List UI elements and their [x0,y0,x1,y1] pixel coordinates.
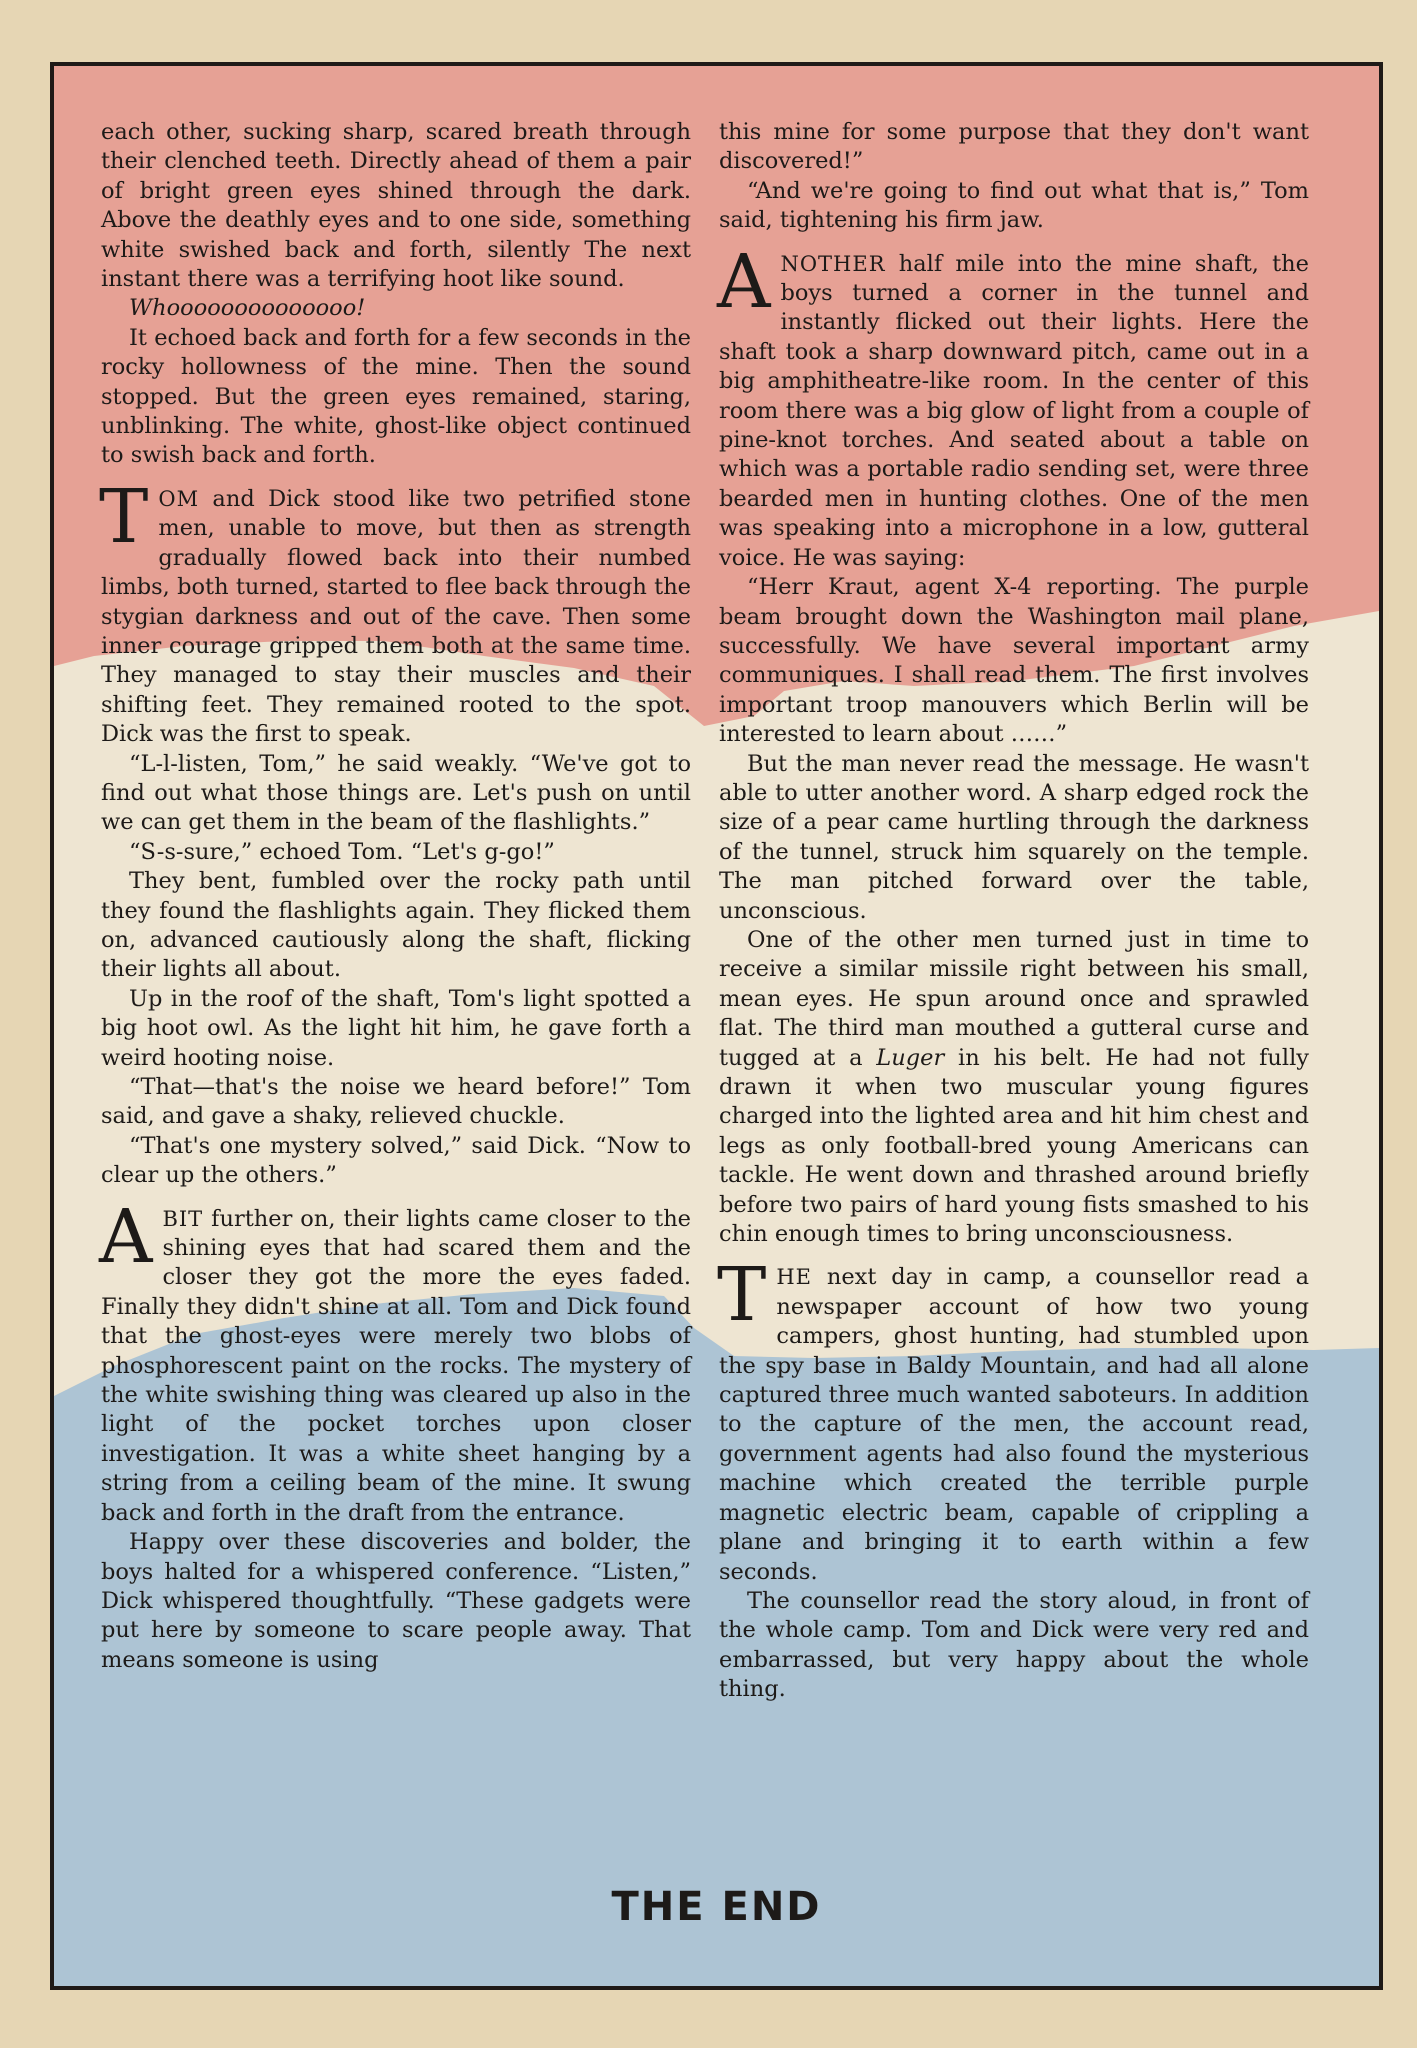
paragraph: They bent, fumbled over the rocky path until they found the flashlights again. They flicked them on, advanced cautiously along the shaft, flicking their lights all about. [101,868,691,983]
the-end-label: THE END [611,1884,822,1930]
paragraph: Happy over these discoveries and bolder, the boys halted for a whispered conference. “Listen,” Dick whispered thoughtfully. “These gadgets were put here by someone to scare people away. That means someone is using [101,1529,691,1673]
paragraph: “That's one mystery solved,” said Dick. “Now to clear up the others.” [101,1132,691,1189]
section-opening-paragraph: ABIT further on, their lights came closer to the shining eyes that had scared them and the closer they got the more the eyes faded. Finally they didn't shine at all. Tom and Dick found that the ghost-eyes were merely two blobs of phosphorescent paint on the rocks. The mystery of the white swishing thing was cleared up also in the light of the pocket torches upon closer investigation. It was a white sheet hanging by a string from a ceiling beam of the mine. It swung back and forth in the draft from the entrance. [99,1193,691,1526]
left-column [101,118,691,1675]
drop-cap: A [99,1193,153,1280]
section-opening-paragraph: THE next day in camp, a counsellor read a newspaper account of how two young campers, ghost hunting, had stumbled upon the spy base in Baldy Mountain, and had all alone captured three much wanted saboteurs. In addition to the capture of the men, the account read, government agents had also found the mysterious machine which created the terrible purple magnetic electric beam, capable of crippling a plane and bringing it to earth within a few seconds. [717,1252,1309,1585]
paragraph: “L-l-listen, Tom,” he said weakly. “We've got to find out what those things are. Let's push on until we can get them in the beam of the flashlights.” [101,750,691,836]
luger-word: Luger [876,1044,945,1071]
section-opening-paragraph: TOM and Dick stood like two petrified stone men, unable to move, but then as strength gradually flowed back into their numbed limbs, both turned, started to flee back through the stygian darkness and out of the cave. Then some inner courage gripped them both at the same time. They managed to stay their muscles and their shifting feet. They remained rooted to the spot. Dick was the first to speak. [99,473,691,748]
paragraph: each other, sucking sharp, scared breath through their clenched teeth. Directly ahead of them a pair of bright green eyes shined through the dark. Above the deathly eyes and to one side, something white swished back and forth, silently The next instant there was a terrifying hoot like sound. [101,119,691,293]
drop-cap: T [99,473,149,560]
paragraph: “Herr Kraut, agent X-4 reporting. The purple beam brought down the Washington mail plane, successfully. We have several important army communiques. I shall read them. The first involves important troop manouvers which Berlin will be interested to learn about ……” [719,574,1309,748]
paragraph: One of the other men turned just in time to receive a similar missile right between his small, mean eyes. He spun around once and sprawled flat. The third man mouthed a gutteral curse and tugged at a Luger in his belt. He had not fully drawn it when two muscular young figures charged into the lighted area and hit him chest and legs as only football-bred young Americans can tackle. He went down and thrashed around briefly before two pairs of hard young fists smashed to his chin enough times to bring unconsciousness. [719,926,1309,1248]
drop-cap: T [717,1252,767,1339]
paragraph: this mine for some purpose that they don't want discovered!” [719,119,1309,175]
right-column [719,118,1309,1705]
section-opening-paragraph: ANOTHER half mile into the mine shaft, the boys turned a corner in the tunnel and instantly flicked out their lights. Here the shaft took a sharp downward pitch, came out in a big amphitheatre-like room. In the center of this room there was a big glow of light from a couple of pine-knot torches. And seated about a table on which was a portable radio sending set, were three bearded men in hunting clothes. One of the men was speaking into a microphone in a low, gutteral voice. He was saying: [717,238,1309,571]
story-page-frame [50,62,1383,1990]
paragraph: “S-s-sure,” echoed Tom. “Let's g-go!” [129,838,555,865]
paragraph: Up in the roof of the shaft, Tom's light spotted a big hoot owl. As the light hit him, he gave forth a weird hooting noise. [101,985,691,1071]
paragraph: The counsellor read the story aloud, in front of the whole camp. Tom and Dick were very red and embarrassed, but very happy about the whole thing. [719,1587,1309,1703]
paragraph: It echoed back and forth for a few seconds in the rocky hollowness of the mine. Then the sound stopped. But the green eyes remained, staring, unblinking. The white, ghost-like object continued to swish back and forth. [101,324,691,469]
paragraph: “And we're going to find out what that is,” Tom said, tightening his firm jaw. [719,177,1309,234]
drop-cap: A [717,238,771,325]
paragraph: “That—that's the noise we heard before!” Tom said, and gave a shaky, relieved chuckle. [101,1074,691,1130]
paragraph: But the man never read the message. He wasn't able to utter another word. A sharp edged rock the size of a pear came hurtling through the darkness of the tunnel, struck him squarely on the temple. The man pitched forward over the table, unconscious. [719,750,1309,924]
hoot-sound-line: Whoooooooooooooo! [129,295,366,322]
